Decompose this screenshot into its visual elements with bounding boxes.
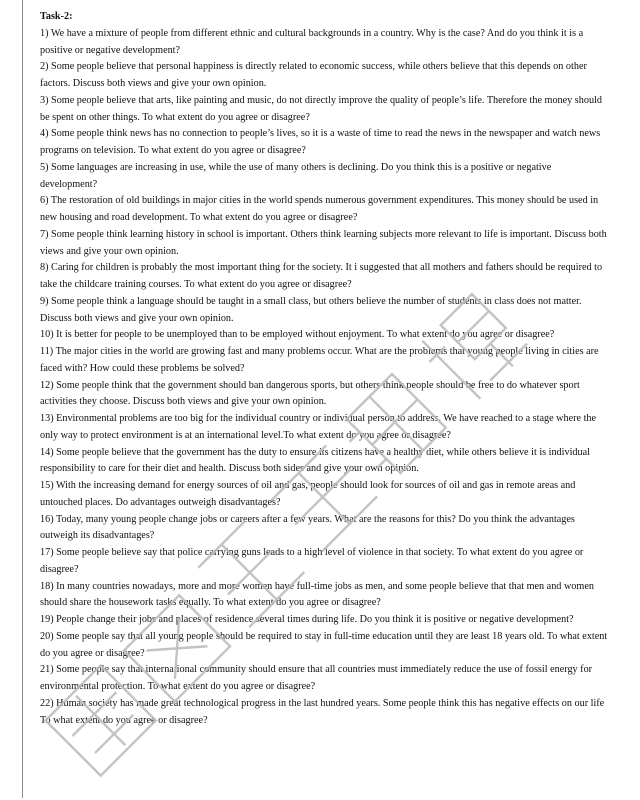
task-item-6: 6) The restoration of old buildings in major cities in the world spends numerous government expenditures. This money should be used in new housing and road development. To what extent do you agree or disagree? [40, 195, 599, 223]
task-item-20: 20) Some people say that all young people should be required to stay in full-time education until they are least 18 years old. To what extent do you agree or disagree? [40, 630, 608, 659]
task-item-17: 17) Some people believe say that police carrying guns leads to a high level of violence in that society. To what extent do you agree or disagree? [40, 547, 584, 575]
task-item-10: 10) It is better for people to be unemployed than to be employed without enjoyment. To what extent do you agree or disagree? [40, 329, 555, 341]
task-item-16: 16) Today, many young people change jobs or careers after a few years. What are the reasons for this? Do you think the advantages outweigh its disadvantages? [40, 513, 575, 542]
task-item-7: 7) Some people think learning history in school is important. Others think learning subjects more relevant to life is important. Discuss both views and give your own opinion. [40, 228, 607, 257]
task-title: Task-2: [40, 11, 73, 22]
task-item-15: 15) With the increasing demand for energy sources of oil and gas, people should look for sources of oil and gas in remote areas and untouched places. Do advantages outweigh disadvantages? [40, 480, 576, 508]
page-left-rule [22, 0, 23, 798]
task-item-12: 12) Some people think that the government should ban dangerous sports, but others think people should be free to do whatever sport activities they choose. Discuss both views and give your own opinion. [40, 379, 580, 408]
task-item-8: 8) Caring for children is probably the most important thing for the society. It i suggested that all mothers and fathers should be required to take the childcare training courses. To what extent do you agree or disagree? [40, 262, 603, 290]
task-item-19: 19) People change their jobs and places of residence several times during life. Do you think it is positive or negative development? [40, 614, 574, 625]
task-item-13: 13) Environmental problems are too big for the individual country or individual person to address. We have reached to a stage where the only way to protect environment is at an international level.To what extent do you agree or disagree? [40, 413, 597, 441]
task-item-14: 14) Some people believe that the government has the duty to ensure its citizens have a healthy diet, while others believe it is individual responsibility to care for their diet and health. Discuss both sides and give your own opinion. [40, 446, 590, 475]
task-item-11: 11) The major cities in the world are growing fast and many problems occur. What are the problems that young people living in cities are faced with? How could these problems be solved? [40, 346, 599, 374]
task-item-1: 1) We have a mixture of people from different ethnic and cultural backgrounds in a country. Why is the case? And do you think it is a positive or negative development? [40, 27, 584, 56]
task-item-9: 9) Some people think a language should be taught in a small class, but others believe the number of students in class does not matter. Discuss both views and give your own opinion. [40, 295, 582, 324]
task-item-5: 5) Some languages are increasing in use, while the use of many others is declining. Do you think this is a positive or negative development? [40, 161, 552, 190]
task-item-4: 4) Some people think news has no connection to people’s lives, so it is a waste of time to read the news in the newspaper and watch news programs on television. To what extent do you agree or disagree? [40, 128, 601, 156]
task-item-18: 18) In many countries nowadays, more and more women have full-time jobs as men, and some people believe that that men and women should share the housework tasks equally. To what extent do you agree or disagree? [40, 580, 594, 609]
task-item-2: 2) Some people believe that personal happiness is directly related to economic success, while others believe that this depends on other factors. Discuss both views and give your own opinion. [40, 61, 587, 89]
task-item-21: 21) Some people say that international community should ensure that all countries must immediately reduce the use of fossil energy for environmental protection. To what extent do you agree or disagree? [40, 664, 593, 692]
document-content [40, 9, 608, 729]
task-item-22: 22) Human society has made great technological progress in the last hundred years. Some people think this has negative effects on our life To what extent do you agree or disagree? [40, 697, 605, 726]
task-item-3: 3) Some people believe that arts, like painting and music, do not directly improve the quality of people’s life. Therefore the money should be spent on other things. To what extent do you agree or disagree? [40, 94, 602, 123]
